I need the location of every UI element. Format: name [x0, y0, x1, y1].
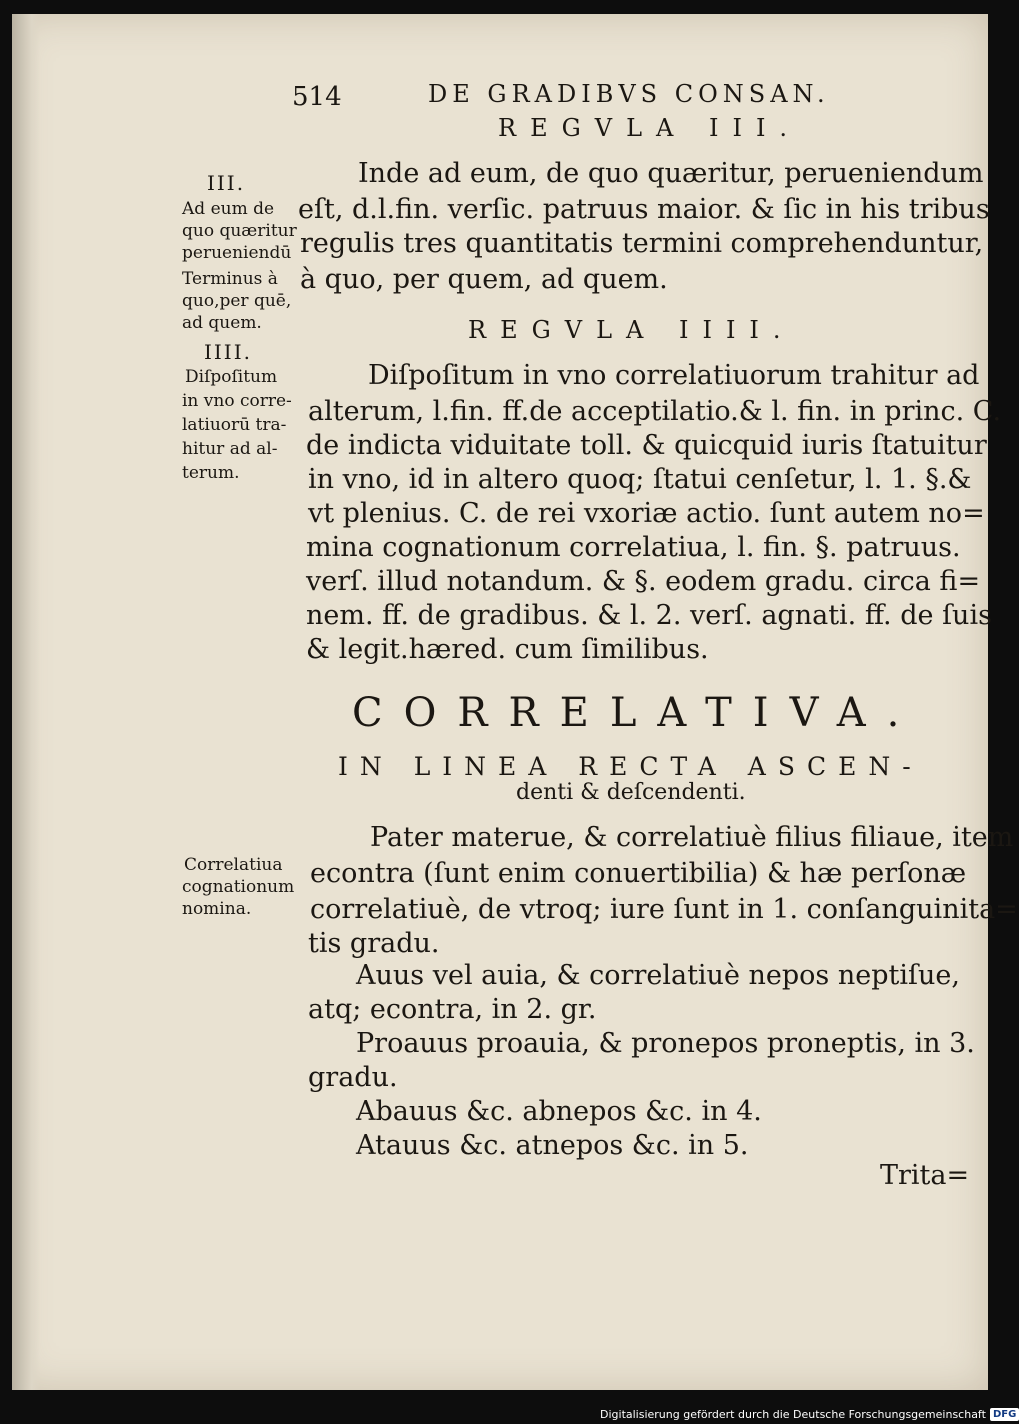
digitization-footer — [600, 1404, 1019, 1424]
margin-note-3-line-1: Ad eum de — [182, 199, 275, 219]
page-number: 514 — [292, 82, 342, 112]
entry-line-8: gradu. — [308, 1062, 398, 1093]
margin-note-3-number: III. — [207, 171, 246, 195]
page-gutter-shadow — [12, 14, 40, 1390]
entry-line-6: atq; econtra, in 2. gr. — [308, 994, 597, 1025]
regula-4-line-8: nem. ff. de gradibus. & l. 2. verſ. agnati. ff. de ſuis — [306, 600, 992, 631]
margin-note-3-line-6: ad quem. — [182, 313, 262, 333]
entry-line-4: tis gradu. — [308, 928, 440, 959]
margin-note-3-line-5: quo,per quē, — [182, 291, 292, 311]
regula-4-line-4: in vno, id in altero quoq; ſtatui cenſetur, l. 1. §.& — [308, 464, 972, 495]
dfg-logo: DFG — [990, 1408, 1019, 1421]
entry-line-10: Atauus &c. atnepos &c. in 5. — [356, 1130, 749, 1161]
regula-3-line-4: à quo, per quem, ad quem. — [300, 264, 668, 295]
regula-4-line-2: alterum, l.fin. ff.de acceptilatio.& l. fin. in princ. C. — [308, 396, 1002, 427]
regula-4-line-6: mina cognationum correlatiua, l. fin. §. patruus. — [306, 532, 961, 563]
margin-note-4-number: IIII. — [204, 340, 252, 364]
section-title: CORRELATIVA. — [352, 690, 921, 736]
regula-4-heading: REGVLA IIII. — [468, 316, 795, 344]
entry-line-7: Proauus proauia, & pronepos proneptis, in 3. — [356, 1028, 975, 1059]
margin-note-5-line-3: nomina. — [182, 899, 252, 919]
regula-3-heading: REGVLA III. — [498, 114, 802, 142]
margin-note-3-line-2: quo quæritur — [182, 221, 297, 241]
margin-note-5-line-2: cognationum — [182, 877, 295, 897]
regula-3-line-1: Inde ad eum, de quo quæritur, perueniendum — [358, 158, 984, 189]
margin-note-4-line-1: Diſpoſitum — [185, 367, 278, 387]
entry-line-2: econtra (ſunt enim conuertibilia) & hæ perſonæ — [310, 858, 967, 889]
regula-4-line-1: Diſpoſitum in vno correlatiuorum trahitur ad — [368, 360, 980, 391]
margin-note-3-line-3: perueniendū — [182, 243, 292, 263]
regula-3-line-3: regulis tres quantitatis termini comprehenduntur, — [300, 228, 984, 259]
entry-line-3: correlatiuè, de vtroq; iure ſunt in 1. conſanguinita= — [310, 894, 1018, 925]
margin-note-5-line-1: Correlatiua — [184, 855, 283, 875]
footer-text: Digitalisierung gefördert durch die Deutsche Forschungsgemeinschaft — [600, 1407, 986, 1421]
entry-line-5: Auus vel auia, & correlatiuè nepos neptiſue, — [356, 960, 960, 991]
entry-line-9: Abauus &c. abnepos &c. in 4. — [356, 1096, 762, 1127]
margin-note-4-line-2: in vno corre- — [182, 391, 292, 411]
regula-3-line-2: eſt, d.l.fin. verſic. patruus maior. & ſic in his tribus — [298, 194, 990, 225]
margin-note-4-line-3: latiuorū tra- — [182, 415, 287, 435]
regula-4-line-7: verſ. illud notandum. & §. eodem gradu. circa fi= — [306, 566, 981, 597]
margin-note-4-line-5: terum. — [182, 463, 240, 483]
regula-4-line-3: de indicta viduitate toll. & quicquid iuris ſtatuitur — [306, 430, 987, 461]
margin-note-3-line-4: Terminus à — [182, 269, 278, 289]
catchword: Trita= — [880, 1160, 970, 1191]
entry-line-1: Pater materue, & correlatiuè filius filiaue, item — [370, 822, 1014, 853]
section-subtitle-line-2: denti & deſcendenti. — [516, 780, 746, 805]
regula-4-line-5: vt plenius. C. de rei vxoriæ actio. ſunt autem no= — [308, 498, 985, 529]
regula-4-line-9: & legit.hæred. cum ſimilibus. — [306, 634, 709, 665]
running-title: DE GRADIBVS CONSAN. — [428, 80, 830, 108]
margin-note-4-line-4: hitur ad al- — [182, 439, 278, 459]
section-subtitle-line-1: IN LINEA RECTA ASCEN- — [338, 752, 923, 781]
